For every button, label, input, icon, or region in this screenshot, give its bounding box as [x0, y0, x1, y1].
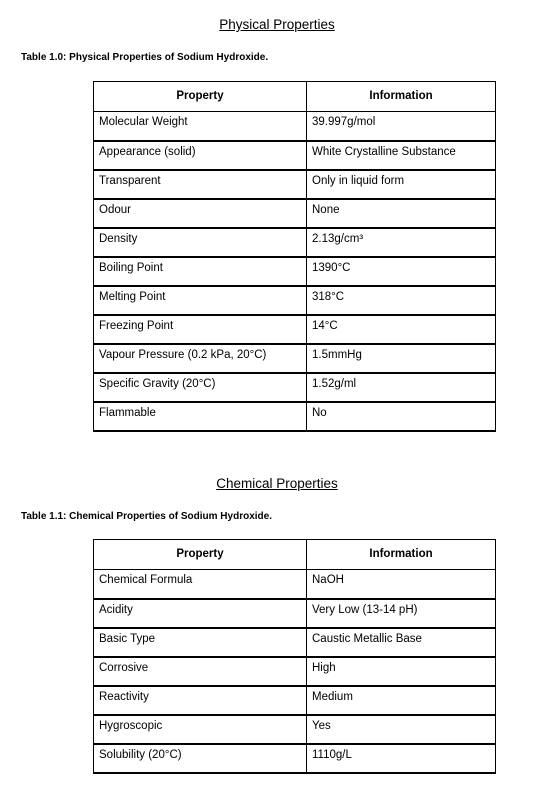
property-cell: Reactivity: [94, 686, 307, 715]
table-row: [94, 228, 496, 257]
table-row: [94, 112, 496, 141]
property-cell: Basic Type: [94, 628, 307, 657]
property-cell: Specific Gravity (20°C): [94, 373, 307, 402]
chemical-properties-heading: Chemical Properties: [216, 476, 338, 491]
table-row: [94, 286, 496, 315]
property-cell: Corrosive: [94, 657, 307, 686]
table-row: [94, 141, 496, 170]
property-cell: Odour: [94, 199, 307, 228]
information-cell: Medium: [307, 686, 496, 715]
information-cell: Very Low (13-14 pH): [307, 599, 496, 628]
chemical-table-caption: Table 1.1: Chemical Properties of Sodium Hydroxide.: [21, 511, 272, 522]
information-cell: Caustic Metallic Base: [307, 628, 496, 657]
table-row: [94, 257, 496, 286]
chemical-properties-table: [93, 539, 496, 774]
table-row: [94, 170, 496, 199]
property-cell: Vapour Pressure (0.2 kPa, 20°C): [94, 344, 307, 373]
information-cell: High: [307, 657, 496, 686]
table-row: [94, 715, 496, 744]
information-cell: 1390°C: [307, 257, 496, 286]
table-row: [94, 570, 496, 599]
table-row: [94, 199, 496, 228]
table-row: [94, 373, 496, 402]
property-cell: Chemical Formula: [94, 570, 307, 599]
information-cell: Only in liquid form: [307, 170, 496, 199]
property-cell: Hygroscopic: [94, 715, 307, 744]
column-header-information: Information: [307, 540, 496, 570]
property-cell: Transparent: [94, 170, 307, 199]
table-row: [94, 402, 496, 431]
information-cell: None: [307, 199, 496, 228]
information-cell: 2.13g/cm³: [307, 228, 496, 257]
information-cell: 14°C: [307, 315, 496, 344]
information-cell: NaOH: [307, 570, 496, 599]
table-row: [94, 315, 496, 344]
column-header-information: Information: [307, 82, 496, 112]
physical-properties-heading: Physical Properties: [219, 17, 335, 32]
physical-properties-table: [93, 81, 496, 432]
information-cell: 39.997g/mol: [307, 112, 496, 141]
table-row: [94, 628, 496, 657]
property-cell: Freezing Point: [94, 315, 307, 344]
column-header-property: Property: [94, 82, 307, 112]
property-cell: Molecular Weight: [94, 112, 307, 141]
property-cell: Density: [94, 228, 307, 257]
property-cell: Boiling Point: [94, 257, 307, 286]
property-cell: Melting Point: [94, 286, 307, 315]
property-cell: Appearance (solid): [94, 141, 307, 170]
table-row: [94, 599, 496, 628]
property-cell: Flammable: [94, 402, 307, 431]
property-cell: Solubility (20°C): [94, 744, 307, 773]
information-cell: No: [307, 402, 496, 431]
information-cell: 1.52g/ml: [307, 373, 496, 402]
physical-table-caption: Table 1.0: Physical Properties of Sodium Hydroxide.: [21, 52, 269, 63]
table-row: [94, 657, 496, 686]
information-cell: 1110g/L: [307, 744, 496, 773]
information-cell: Yes: [307, 715, 496, 744]
information-cell: 1.5mmHg: [307, 344, 496, 373]
information-cell: White Crystalline Substance: [307, 141, 496, 170]
property-cell: Acidity: [94, 599, 307, 628]
table-row: [94, 686, 496, 715]
column-header-property: Property: [94, 540, 307, 570]
table-row: [94, 744, 496, 773]
table-row: [94, 344, 496, 373]
information-cell: 318°C: [307, 286, 496, 315]
